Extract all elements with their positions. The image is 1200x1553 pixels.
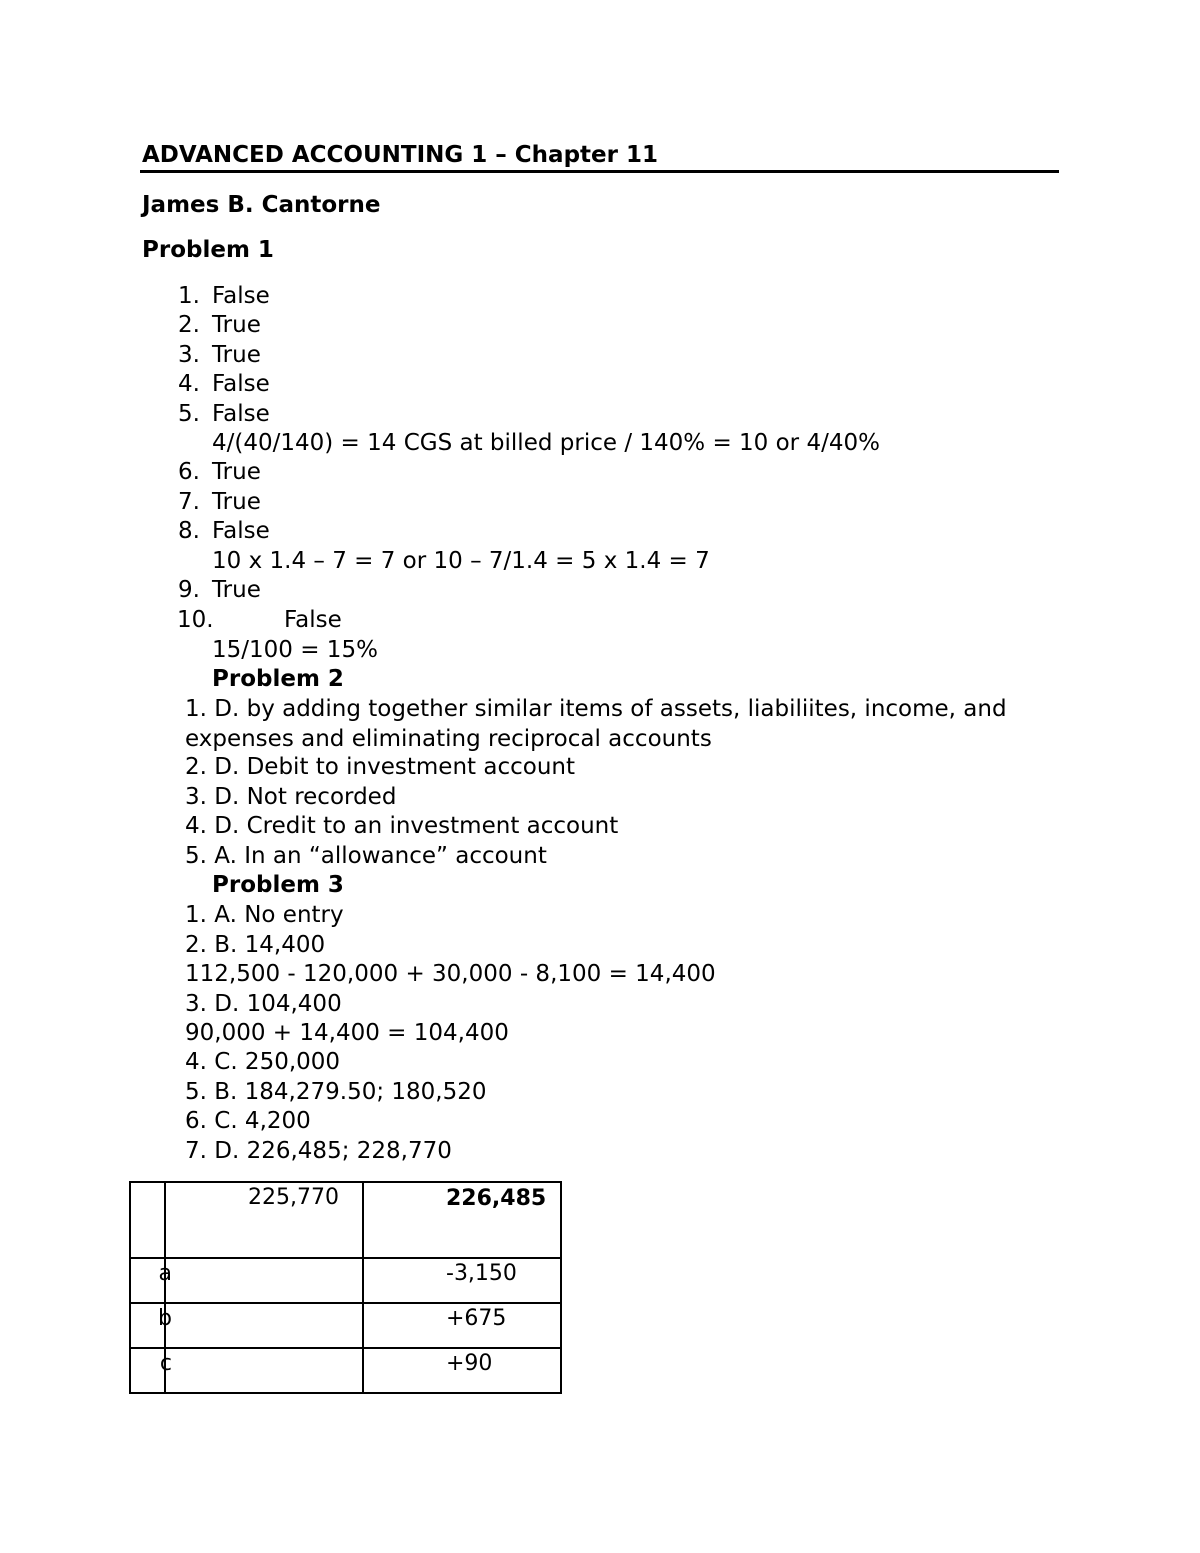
p1-item-3-answer: True [212, 342, 261, 368]
title-underline [140, 170, 1059, 173]
problem2-heading: Problem 2 [212, 666, 344, 692]
p3-line-6: 4. C. 250,000 [185, 1049, 341, 1075]
p1-item-10-num: 10. [177, 607, 214, 633]
p1-item-8-note: 10 x 1.4 – 7 = 7 or 10 – 7/1.4 = 5 x 1.4 = 7 [212, 548, 710, 574]
table-cell-label: c [130, 1348, 165, 1393]
p2-line-2: expenses and eliminating reciprocal accounts [185, 726, 712, 752]
table-cell-col2: 226,485 [363, 1182, 561, 1258]
p1-item-6-num: 6. [178, 459, 200, 485]
p3-line-8: 6. C. 4,200 [185, 1108, 311, 1134]
p2-line-6: 5. A. In an “allowance” account [185, 843, 547, 869]
p1-item-10-answer: False [284, 607, 342, 633]
table-cell-col2: -3,150 [363, 1258, 561, 1303]
table-cell-label: b [130, 1303, 165, 1348]
p1-item-8-num: 8. [178, 518, 200, 544]
p1-item-4-answer: False [212, 371, 270, 397]
p1-item-7-answer: True [212, 489, 261, 515]
p1-item-2-answer: True [212, 312, 261, 338]
p3-line-1: 1. A. No entry [185, 902, 344, 928]
p2-line-5: 4. D. Credit to an investment account [185, 813, 619, 839]
p1-item-2-num: 2. [178, 312, 200, 338]
table-cell-col2: +90 [363, 1348, 561, 1393]
p2-line-4: 3. D. Not recorded [185, 784, 397, 810]
table-cell-col1: 225,770 [165, 1182, 363, 1258]
table-cell-label [130, 1182, 165, 1258]
p3-line-3: 112,500 - 120,000 + 30,000 - 8,100 = 14,400 [185, 961, 716, 987]
table-row [130, 1348, 561, 1393]
p3-line-5: 90,000 + 14,400 = 104,400 [185, 1020, 509, 1046]
table-cell-col1 [165, 1348, 363, 1393]
p1-item-9-answer: True [212, 577, 261, 603]
p3-line-4: 3. D. 104,400 [185, 991, 342, 1017]
problem1-heading: Problem 1 [142, 237, 274, 263]
p1-item-1-num: 1. [178, 283, 200, 309]
problem3-heading: Problem 3 [212, 872, 344, 898]
p2-line-1: 1. D. by adding together similar items of assets, liabiliites, income, and [185, 696, 1007, 722]
document-title: ADVANCED ACCOUNTING 1 – Chapter 11 [142, 142, 658, 168]
table-cell-col2: +675 [363, 1303, 561, 1348]
table-row [130, 1303, 561, 1348]
p1-item-7-num: 7. [178, 489, 200, 515]
p2-line-3: 2. D. Debit to investment account [185, 754, 575, 780]
p1-item-8-answer: False [212, 518, 270, 544]
computation-table [129, 1181, 562, 1394]
p1-item-5-answer: False [212, 401, 270, 427]
p1-item-10-note: 15/100 = 15% [212, 637, 378, 663]
table-cell-col1 [165, 1258, 363, 1303]
author-name: James B. Cantorne [142, 192, 381, 218]
p1-item-9-num: 9. [178, 577, 200, 603]
p1-item-3-num: 3. [178, 342, 200, 368]
p3-line-9: 7. D. 226,485; 228,770 [185, 1138, 452, 1164]
p1-item-4-num: 4. [178, 371, 200, 397]
p3-line-7: 5. B. 184,279.50; 180,520 [185, 1079, 487, 1105]
p1-item-5-note: 4/(40/140) = 14 CGS at billed price / 140% = 10 or 4/40% [212, 430, 880, 456]
table-cell-label: a [130, 1258, 165, 1303]
p1-item-5-num: 5. [178, 401, 200, 427]
p1-item-6-answer: True [212, 459, 261, 485]
table-row [130, 1258, 561, 1303]
table-row [130, 1182, 561, 1258]
p3-line-2: 2. B. 14,400 [185, 932, 326, 958]
p1-item-1-answer: False [212, 283, 270, 309]
table-cell-col1 [165, 1303, 363, 1348]
